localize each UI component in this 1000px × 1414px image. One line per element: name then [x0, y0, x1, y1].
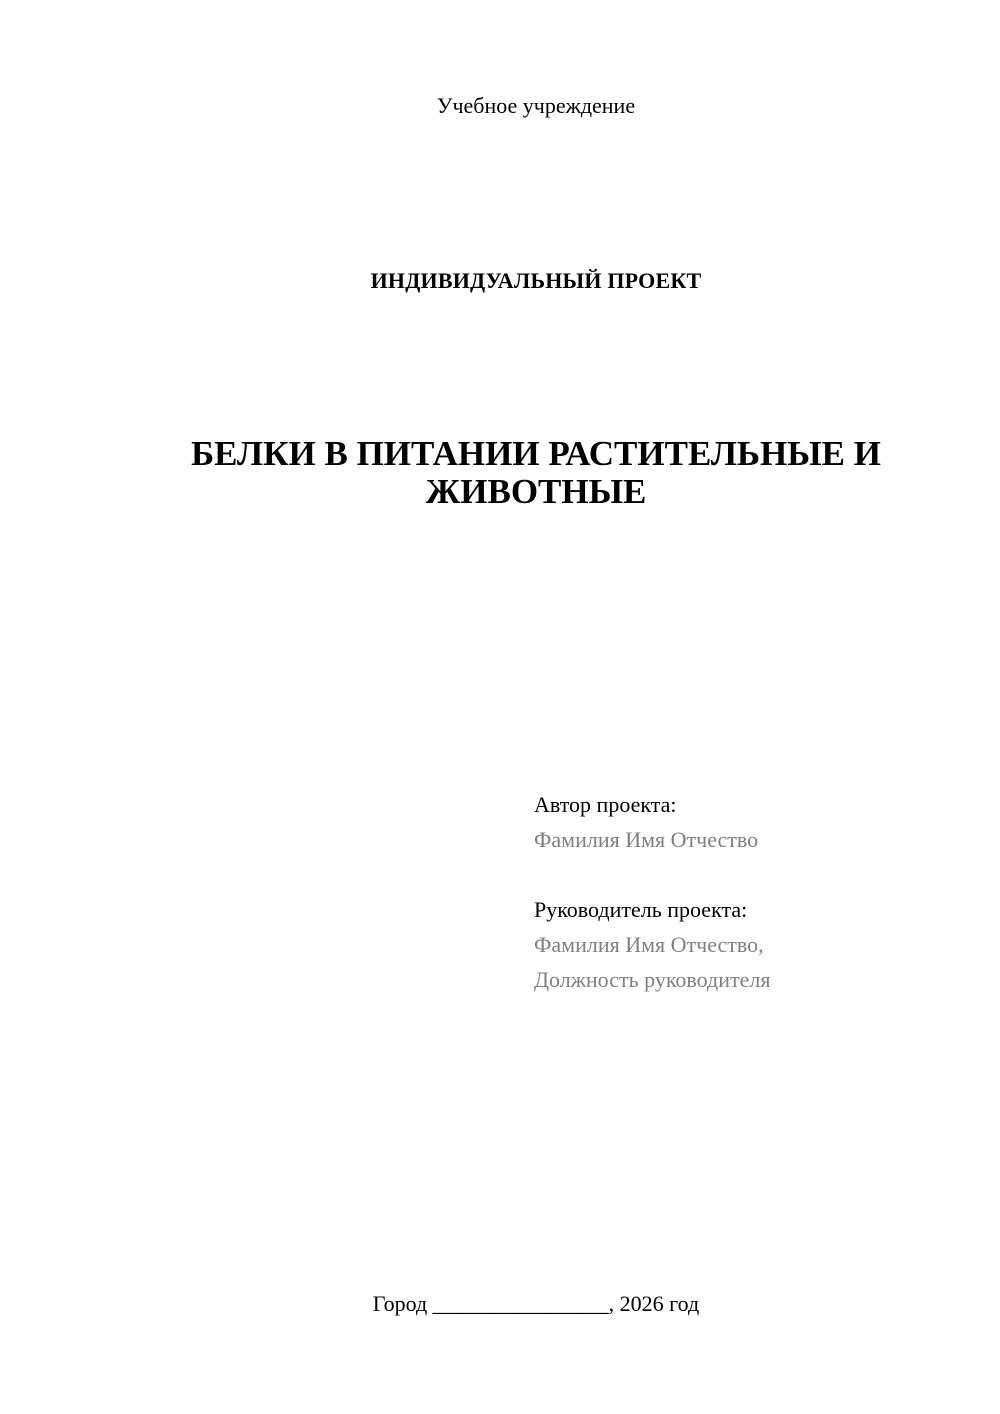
author-block: [534, 787, 974, 857]
supervisor-block: [534, 892, 974, 997]
supervisor-position: Должность руководителя: [534, 967, 771, 992]
document-title: [120, 435, 952, 511]
document-title-line-1: БЕЛКИ В ПИТАНИИ РАСТИТЕЛЬНЫЕ И: [191, 434, 881, 473]
author-name: Фамилия Имя Отчество: [534, 827, 759, 852]
city-year-line: Город ________________, 2026 год: [372, 1291, 700, 1316]
document-title-line-2: ЖИВОТНЫЕ: [425, 472, 647, 511]
supervisor-name: Фамилия Имя Отчество,: [534, 932, 764, 957]
author-label: Автор проекта:: [534, 792, 677, 817]
document-type-heading: ИНДИВИДУАЛЬНЫЙ ПРОЕКТ: [370, 268, 702, 293]
supervisor-label: Руководитель проекта:: [534, 897, 748, 922]
institution-name: Учебное учреждение: [436, 93, 636, 118]
